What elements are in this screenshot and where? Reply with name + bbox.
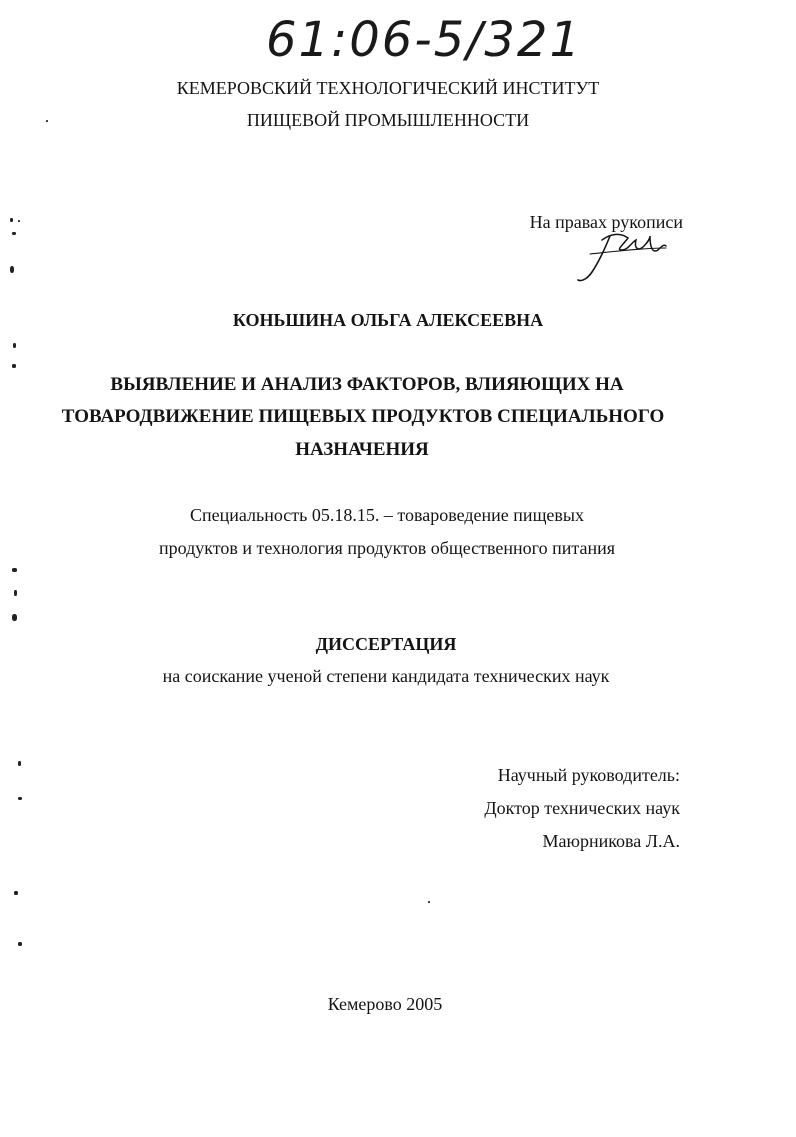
degree-line: на соискание ученой степени кандидата технических наук [162, 666, 610, 686]
scan-speck [12, 232, 16, 235]
supervisor-degree: Доктор технических наук [484, 798, 680, 818]
title-line-1: ВЫЯВЛЕНИЕ И АНАЛИЗ ФАКТОРОВ, ВЛИЯЮЩИХ НА [110, 374, 624, 395]
scan-speck [10, 266, 14, 273]
author-name: КОНЬШИНА ОЛЬГА АЛЕКСЕЕВНА [232, 310, 544, 330]
signature-image [570, 224, 670, 286]
institute-line-2: ПИЩЕВОЙ ПРОМЫШЛЕННОСТИ [246, 110, 530, 130]
supervisor-name: Маюрникова Л.А. [542, 831, 680, 851]
scan-speck [13, 343, 16, 348]
scan-speck [46, 120, 48, 122]
scan-speck [18, 761, 21, 766]
title-line-3: НАЗНАЧЕНИЯ [295, 439, 429, 460]
institute-line-1: КЕМЕРОВСКИЙ ТЕХНОЛОГИЧЕСКИЙ ИНСТИТУТ [176, 78, 600, 98]
supervisor-label: Научный руководитель: [497, 765, 680, 785]
scan-speck [10, 218, 13, 222]
specialty-line-2: продуктов и технология продуктов общественного питания [158, 538, 616, 558]
scan-speck [12, 614, 17, 621]
title-line-2: ТОВАРОДВИЖЕНИЕ ПИЩЕВЫХ ПРОДУКТОВ СПЕЦИАЛЬНОГО [61, 406, 665, 427]
work-type: ДИССЕРТАЦИЯ [315, 634, 457, 654]
scan-speck [18, 220, 20, 222]
scan-speck [12, 568, 17, 572]
specialty-line-1: Специальность 05.18.15. – товароведение пищевых [189, 505, 585, 525]
scan-speck [18, 797, 22, 800]
archive-number-text: 61:06-5/321 [266, 12, 582, 68]
scan-speck [428, 901, 430, 903]
handwritten-archive-number [262, 4, 582, 68]
scan-speck [14, 590, 17, 596]
manuscript-rights-label: На правах рукописи [529, 212, 683, 232]
scan-speck [18, 942, 22, 946]
scan-speck [12, 364, 16, 368]
scan-speck [14, 891, 18, 895]
city-year: Кемерово 2005 [327, 994, 443, 1014]
